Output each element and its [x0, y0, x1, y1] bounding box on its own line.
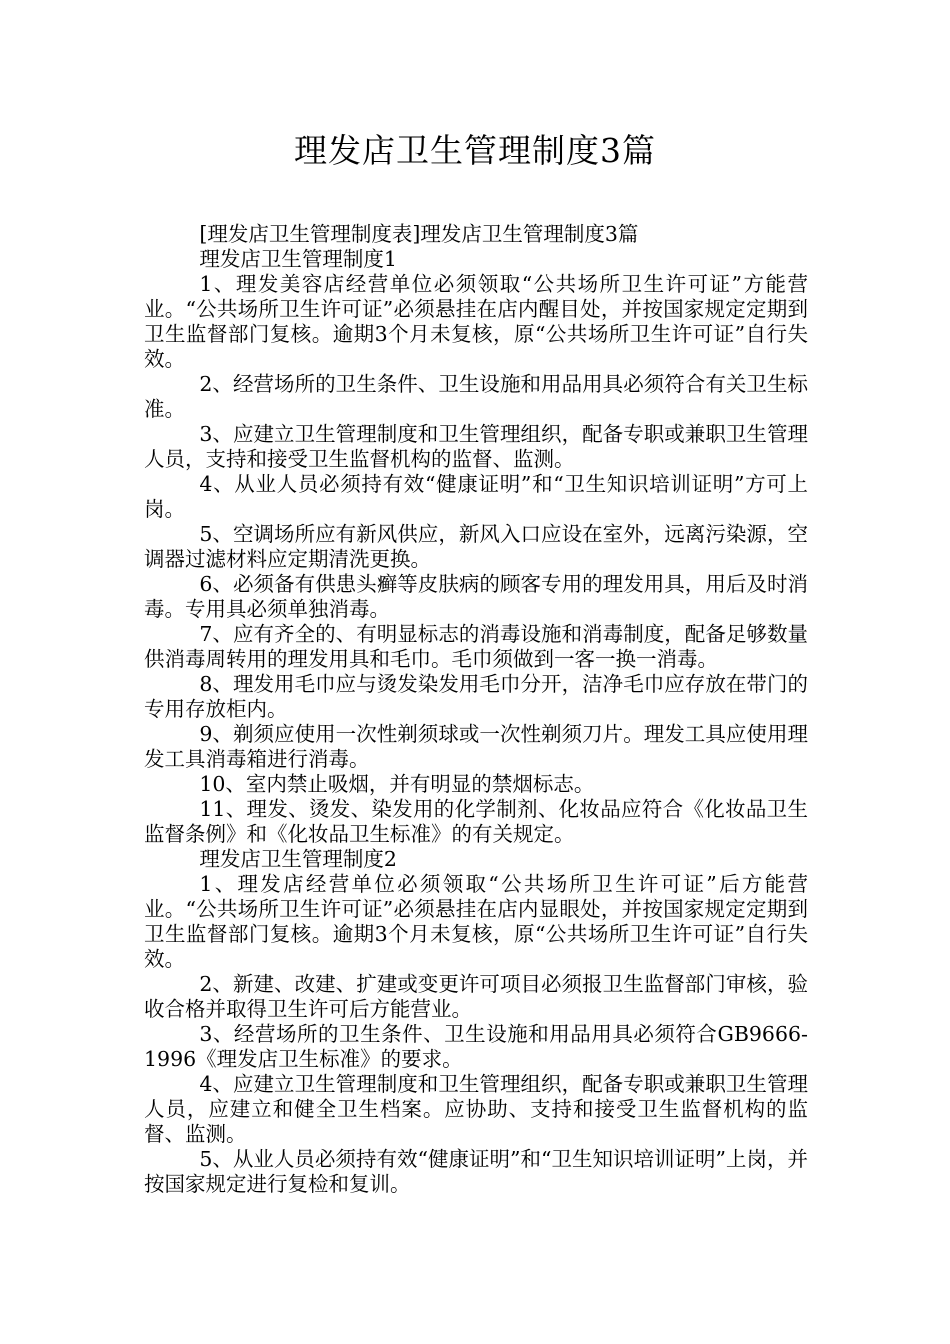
paragraph: 5、从业人员必须持有效“健康证明”和“卫生知识培训证明”上岗，并按国家规定进行复检和复训。	[144, 1147, 808, 1196]
paragraph: 7、应有齐全的、有明显标志的消毒设施和消毒制度，配备足够数量供消毒周转用的理发用具和毛巾。毛巾须做到一客一换一消毒。	[144, 622, 808, 671]
paragraph: 5、空调场所应有新风供应，新风入口应设在室外，远离污染源，空调器过滤材料应定期清洗更换。	[144, 522, 808, 571]
paragraph: 4、应建立卫生管理制度和卫生管理组织，配备专职或兼职卫生管理人员，应建立和健全卫生档案。应协助、支持和接受卫生监督机构的监督、监测。	[144, 1072, 808, 1146]
section-heading-1: 理发店卫生管理制度1	[199, 247, 397, 271]
paragraph: 10、室内禁止吸烟，并有明显的禁烟标志。	[199, 772, 595, 796]
paragraph: 4、从业人员必须持有效“健康证明”和“卫生知识培训证明”方可上岗。	[144, 472, 808, 521]
paragraph: 8、理发用毛巾应与烫发染发用毛巾分开，洁净毛巾应存放在带门的专用存放柜内。	[144, 672, 808, 721]
section-heading-2: 理发店卫生管理制度2	[199, 847, 397, 871]
paragraph: 6、必须备有供患头癣等皮肤病的顾客专用的理发用具，用后及时消毒。专用具必须单独消毒。	[144, 572, 808, 621]
paragraph: 3、经营场所的卫生条件、卫生设施和用品用具必须符合GB9666-1996《理发店卫生标准》的要求。	[144, 1022, 808, 1071]
paragraph: 2、新建、改建、扩建或变更许可项目必须报卫生监督部门审核，验收合格并取得卫生许可后方能营业。	[144, 972, 808, 1021]
document-body	[144, 222, 808, 1197]
paragraph: 9、剃须应使用一次性剃须球或一次性剃须刀片。理发工具应使用理发工具消毒箱进行消毒。	[144, 722, 808, 771]
paragraph: 1、理发美容店经营单位必须领取“公共场所卫生许可证”方能营业。“公共场所卫生许可证”必须悬挂在店内醒目处，并按国家规定定期到卫生监督部门复核。逾期3个月未复核，原“公共场所卫生许可证”自行失效。	[144, 272, 808, 371]
document-subtitle: [理发店卫生管理制度表]理发店卫生管理制度3篇	[199, 222, 639, 246]
paragraph: 11、理发、烫发、染发用的化学制剂、化妆品应符合《化妆品卫生监督条例》和《化妆品卫生标准》的有关规定。	[144, 797, 808, 846]
paragraph: 1、理发店经营单位必须领取“公共场所卫生许可证”后方能营业。“公共场所卫生许可证”必须悬挂在店内显眼处，并按国家规定定期到卫生监督部门复核。逾期3个月未复核，原“公共场所卫生许可证”自行失效。	[144, 872, 808, 971]
paragraph: 2、经营场所的卫生条件、卫生设施和用品用具必须符合有关卫生标准。	[144, 372, 808, 421]
paragraph: 3、应建立卫生管理制度和卫生管理组织，配备专职或兼职卫生管理人员，支持和接受卫生监督机构的监督、监测。	[144, 422, 808, 471]
document-title: 理发店卫生管理制度3篇	[294, 131, 656, 170]
